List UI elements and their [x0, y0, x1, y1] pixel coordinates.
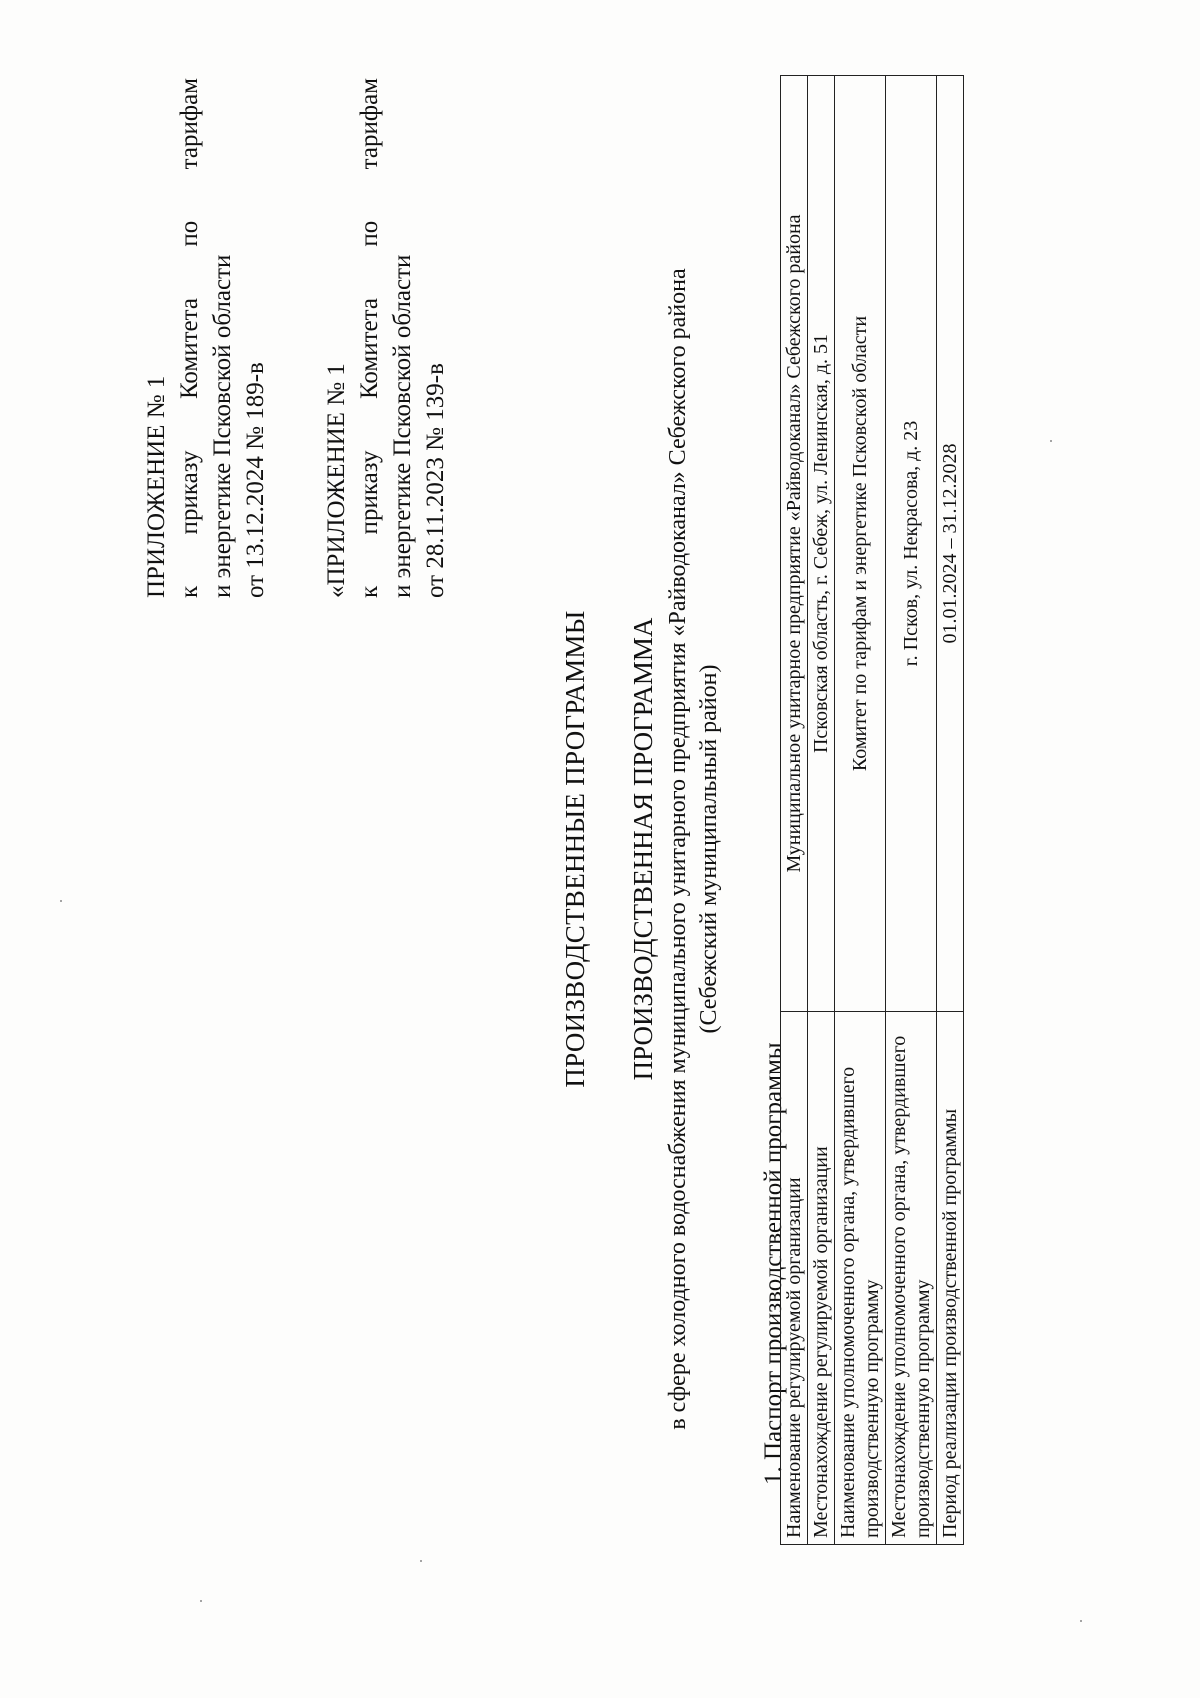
table-row: [808, 76, 835, 1545]
row-value: г. Псков, ул. Некрасова, д. 23: [886, 76, 937, 1012]
appendix-committee: и энергетике Псковской области: [389, 254, 416, 598]
appendix-order-line: [353, 78, 386, 598]
row-label: Наименование регулируемой организации: [781, 1012, 808, 1545]
appendix-word: Комитета: [176, 298, 203, 400]
scan-speck: [1050, 440, 1052, 442]
row-value: 01.01.2024 – 31.12.2028: [937, 76, 964, 1012]
appendix-date: от 13.12.2024 № 189-в: [242, 362, 269, 598]
appendix-title: ПРИЛОЖЕНИЕ № 1: [143, 375, 170, 598]
program-scope: в сфере холодного водоснабжения муниципального унитарного предприятия «Райводоканал» Себежского района: [665, 268, 691, 1430]
row-value: Псковская область, г. Себеж, ул. Ленинская, д. 51: [808, 76, 835, 1012]
passport-section-title: 1. Паспорт производственной программы: [760, 1042, 787, 1485]
appendix-word: по: [176, 220, 203, 247]
appendix-word: к: [356, 585, 383, 598]
row-value: Комитет по тарифам и энергетике Псковской области: [835, 76, 886, 1012]
appendix-word: к: [176, 585, 203, 598]
appendix-title: «ПРИЛОЖЕНИЕ № 1: [323, 363, 350, 598]
appendix-order-line: [173, 78, 206, 598]
appendix-word: Комитета: [356, 298, 383, 400]
row-label: Период реализации производственной программы: [937, 1012, 964, 1545]
appendix-previous: [320, 78, 452, 598]
appendix-word: тарифам: [176, 78, 203, 170]
row-label: Местонахождение регулируемой организации: [808, 1012, 835, 1545]
table-row: [937, 76, 964, 1545]
program-district: (Себежский муниципальный район): [696, 664, 722, 1034]
program-title: ПРОИЗВОДСТВЕННАЯ ПРОГРАММА: [628, 617, 658, 1081]
scan-speck: [1080, 1620, 1082, 1622]
appendix-word: тарифам: [356, 78, 383, 170]
document-heading: ПРОИЗВОДСТВЕННЫЕ ПРОГРАММЫ: [560, 610, 590, 1088]
table-row: [886, 76, 937, 1545]
scan-speck: [60, 900, 62, 902]
program-subtitle: [663, 0, 725, 1698]
appendix-date: от 28.11.2023 № 139-в: [422, 363, 449, 598]
scan-speck: [420, 1560, 422, 1562]
appendix-word: по: [356, 220, 383, 247]
table-row: [835, 76, 886, 1545]
row-value: Муниципальное унитарное предприятие «Райводоканал» Себежского района: [781, 76, 808, 1012]
appendix-word: приказу: [356, 450, 383, 535]
appendix-word: приказу: [176, 450, 203, 535]
row-label: Наименование уполномоченного органа, утвердившего производственную программу: [835, 1012, 886, 1545]
table-row: [781, 76, 808, 1545]
appendix-current: [140, 78, 272, 598]
appendix-committee: и энергетике Псковской области: [209, 254, 236, 598]
passport-table: [780, 75, 964, 1545]
row-label: Местонахождение уполномоченного органа, утвердившего производственную программу: [886, 1012, 937, 1545]
scan-speck: [200, 1600, 202, 1602]
